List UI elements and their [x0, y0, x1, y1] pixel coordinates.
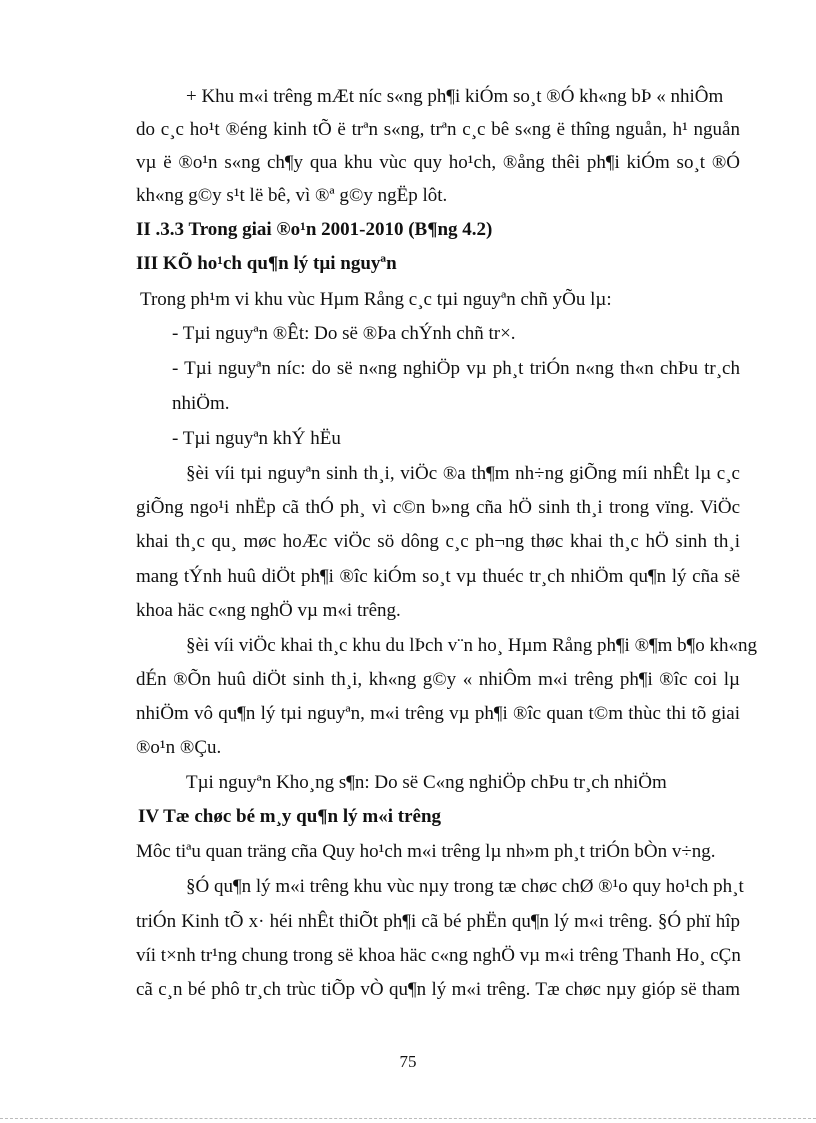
list-item: - Tµi nguyªn khÝ hËu: [172, 428, 341, 449]
text-line: khai th¸c qu¸ møc hoÆc viÖc sö dông c¸c ph¬ng thøc khai th¸c hÖ sinh th¸i: [136, 531, 740, 552]
text-line: cã c¸n bé phô tr¸ch trùc tiÕp vÒ qu¶n lý m«i trêng. Tæ chøc nµy gióp së tham: [136, 979, 740, 1000]
text-line: mang tÝnh huû diÖt ph¶i ®îc kiÓm so¸t vµ thuéc tr¸ch nhiÖm qu¶n lý cña së: [136, 566, 740, 587]
text-line: Môc tiªu quan träng cña Quy ho¹ch m«i trêng lµ nh»m ph¸t triÓn bÒn v÷ng.: [136, 841, 716, 862]
text-line: vµ ë ®o¹n s«ng ch¶y qua khu vùc quy ho¹ch, ®ång thêi ph¶i kiÓm so¸t ®Ó: [136, 152, 740, 173]
text-line: ®o¹n ®Çu.: [136, 737, 222, 758]
text-line: §Ó qu¶n lý m«i trêng khu vùc nµy trong tæ chøc chØ ®¹o quy ho¹ch ph¸t: [186, 876, 744, 897]
text-line: + Khu m«i trêng mÆt níc s«ng ph¶i kiÓm so¸t ®Ó kh«ng bÞ « nhiÔm: [186, 86, 724, 107]
section-heading: IV Tæ chøc bé m¸y qu¶n lý m«i trêng: [138, 806, 442, 827]
text-line: §èi víi tµi nguyªn sinh th¸i, viÖc ®a th¶m nh÷ng giÕng míi nhÊt lµ c¸c: [186, 463, 740, 484]
list-item: - Tµi nguyªn níc: do së n«ng nghiÖp vµ ph¸t triÓn n«ng th«n chÞu tr¸ch: [172, 358, 740, 379]
text-line: Trong ph¹m vi khu vùc Hµm Rång c¸c tµi nguyªn chñ yÕu lµ:: [140, 289, 612, 310]
text-line: triÓn Kinh tÕ x· héi nhÊt thiÕt ph¶i cã bé phËn qu¶n lý m«i trêng. §Ó phï hîp: [136, 911, 740, 932]
text-line: §èi víi viÖc khai th¸c khu du lÞch v¨n ho¸ Hµm Rång ph¶i ®¶m b¶o kh«ng: [186, 635, 758, 656]
list-item: - Tµi nguyªn ®Êt: Do së ®Þa chÝnh chñ tr×.: [172, 323, 516, 344]
text-line: nhiÖm vô qu¶n lý tµi nguyªn, m«i trêng vµ ph¶i ®îc quan t©m thùc thi tõ giai: [136, 703, 740, 724]
section-heading: II .3.3 Trong giai ®o¹n 2001-2010 (B¶ng 4.2): [136, 219, 493, 240]
page-number: 75: [399, 1052, 417, 1071]
text-line: víi t×nh tr¹ng chung trong së khoa häc c«ng nghÖ vµ m«i trêng Thanh Ho¸ cÇn: [136, 945, 741, 966]
text-line: do c¸c ho¹t ®éng kinh tÕ ë trªn s«ng, trªn c¸c bê s«ng ë thîng nguån, h¹ nguån: [136, 119, 740, 140]
text-line: giÕng ngo¹i nhËp cã thÓ ph¸ vì c©n b»ng cña hÖ sinh th¸i trong vïng. ViÖc: [136, 497, 740, 518]
text-line: khoa häc c«ng nghÖ vµ m«i trêng.: [136, 600, 401, 621]
text-line: nhiÖm.: [172, 393, 230, 414]
text-line: dÉn ®Õn huû diÖt sinh th¸i, kh«ng g©y « nhiÔm m«i trêng ph¶i ®îc coi lµ: [136, 669, 740, 690]
text-line: Tµi nguyªn Kho¸ng s¶n: Do së C«ng nghiÖp chÞu tr¸ch nhiÖm: [186, 772, 667, 793]
section-heading: III KÕ ho¹ch qu¶n lý tµi nguyªn: [136, 253, 397, 274]
page-bottom-divider: [0, 1118, 816, 1119]
text-line: kh«ng g©y s¹t lë bê, vì ®ª g©y ngËp lôt.: [136, 185, 448, 206]
